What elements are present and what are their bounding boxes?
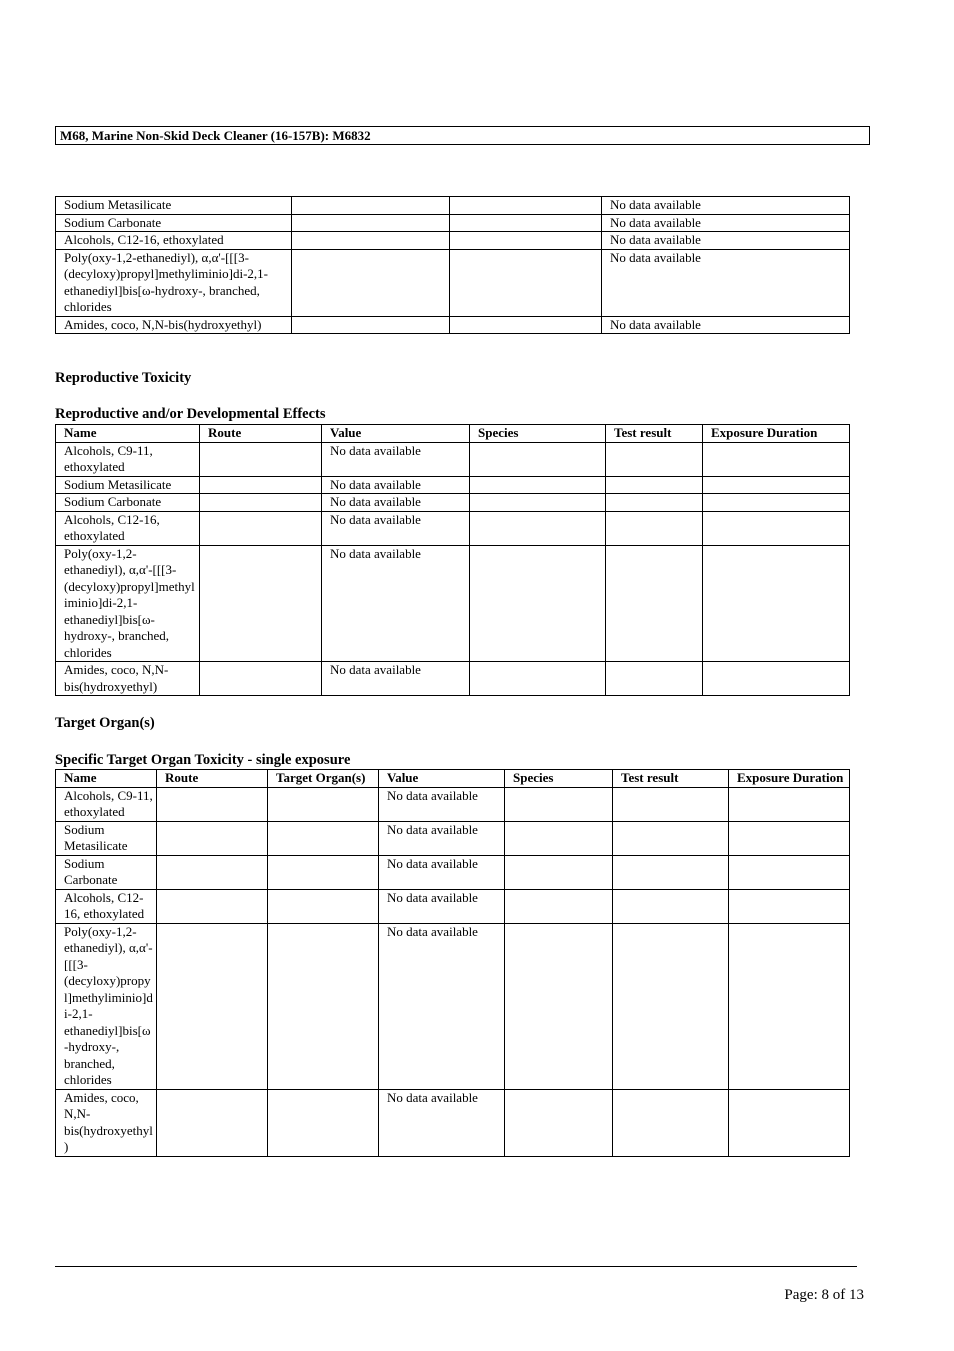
header-value: Value <box>379 770 505 788</box>
table-row <box>56 442 850 476</box>
row-value: No data available <box>379 1089 505 1156</box>
row-name: Alcohols, C9-11, ethoxylated <box>56 442 200 476</box>
section-title-target-organs: Target Organ(s) <box>55 715 155 731</box>
subsection-title-stot-single: Specific Target Organ Toxicity - single exposure <box>55 752 351 768</box>
row-name: Sodium Metasilicate <box>56 197 292 215</box>
row-name: Amides, coco, N,N-bis(hydroxyethyl) <box>56 662 200 696</box>
table-row <box>56 232 850 250</box>
table-row <box>56 476 850 494</box>
row-name: Alcohols, C9-11, ethoxylated <box>56 787 157 821</box>
row-value: No data available <box>379 787 505 821</box>
table-header-row <box>56 425 850 443</box>
table-row <box>56 889 850 923</box>
header-species: Species <box>505 770 613 788</box>
page-number: Page: 8 of 13 <box>784 1287 864 1303</box>
row-name: Alcohols, C12-16, ethoxylated <box>56 232 292 250</box>
header-test-result: Test result <box>613 770 729 788</box>
row-value: No data available <box>322 545 470 662</box>
header-species: Species <box>470 425 606 443</box>
header-route: Route <box>157 770 268 788</box>
row-name: Alcohols, C12-16, ethoxylated <box>56 511 200 545</box>
header-exposure-duration: Exposure Duration <box>729 770 850 788</box>
table-row <box>56 1089 850 1156</box>
section-title-reproductive-toxicity: Reproductive Toxicity <box>55 370 192 386</box>
row-value: No data available <box>379 923 505 1089</box>
target-organ-toxicity-table <box>55 769 850 1157</box>
row-name: Sodium Metasilicate <box>56 821 157 855</box>
continued-toxicity-table <box>55 196 850 334</box>
table-row <box>56 662 850 696</box>
header-target-organs: Target Organ(s) <box>268 770 379 788</box>
header-name: Name <box>56 425 200 443</box>
header-value: Value <box>322 425 470 443</box>
table-row <box>56 494 850 512</box>
row-value: No data available <box>379 821 505 855</box>
document-header-title: M68, Marine Non-Skid Deck Cleaner (16-157B): M6832 <box>55 126 870 145</box>
row-name: Sodium Carbonate <box>56 855 157 889</box>
reproductive-effects-table <box>55 424 850 696</box>
table-row <box>56 787 850 821</box>
header-exposure-duration: Exposure Duration <box>703 425 850 443</box>
row-name: Poly(oxy-1,2-ethanediyl), α,α'-[[[3-(decyloxy)propyl]methyliminio]di-2,1-ethanediyl]bis[ω-hydroxy-, branched, chlorides <box>56 249 292 316</box>
row-name: Amides, coco, N,N-bis(hydroxyethyl) <box>56 1089 157 1156</box>
row-name: Sodium Metasilicate <box>56 476 200 494</box>
row-name: Alcohols, C12-16, ethoxylated <box>56 889 157 923</box>
table-row <box>56 214 850 232</box>
row-name: Sodium Carbonate <box>56 214 292 232</box>
table-row <box>56 821 850 855</box>
footer-divider <box>55 1266 857 1267</box>
row-value: No data available <box>602 214 850 232</box>
row-name: Amides, coco, N,N-bis(hydroxyethyl) <box>56 316 292 334</box>
row-value: No data available <box>602 316 850 334</box>
row-value: No data available <box>379 855 505 889</box>
table-row <box>56 316 850 334</box>
table-row <box>56 249 850 316</box>
row-name: Poly(oxy-1,2-ethanediyl), α,α'-[[[3-(decyloxy)propyl]methyliminio]di-2,1-ethanediyl]bis[ω-hydroxy-, branched, chlorides <box>56 545 200 662</box>
header-route: Route <box>200 425 322 443</box>
row-value: No data available <box>602 197 850 215</box>
row-value: No data available <box>322 442 470 476</box>
table-row <box>56 545 850 662</box>
row-value: No data available <box>322 662 470 696</box>
row-value: No data available <box>322 494 470 512</box>
table-header-row <box>56 770 850 788</box>
row-value: No data available <box>322 476 470 494</box>
row-value: No data available <box>602 249 850 316</box>
row-value: No data available <box>322 511 470 545</box>
table-row <box>56 197 850 215</box>
subsection-title-reproductive-effects: Reproductive and/or Developmental Effects <box>55 406 326 422</box>
header-test-result: Test result <box>606 425 703 443</box>
row-name: Sodium Carbonate <box>56 494 200 512</box>
row-name: Poly(oxy-1,2-ethanediyl), α,α'-[[[3-(decyloxy)propyl]methyliminio]di-2,1-ethanediyl]bis[ω-hydroxy-, branched, chlorides <box>56 923 157 1089</box>
table-row <box>56 511 850 545</box>
table-row <box>56 855 850 889</box>
table-row <box>56 923 850 1089</box>
row-value: No data available <box>602 232 850 250</box>
header-name: Name <box>56 770 157 788</box>
row-value: No data available <box>379 889 505 923</box>
